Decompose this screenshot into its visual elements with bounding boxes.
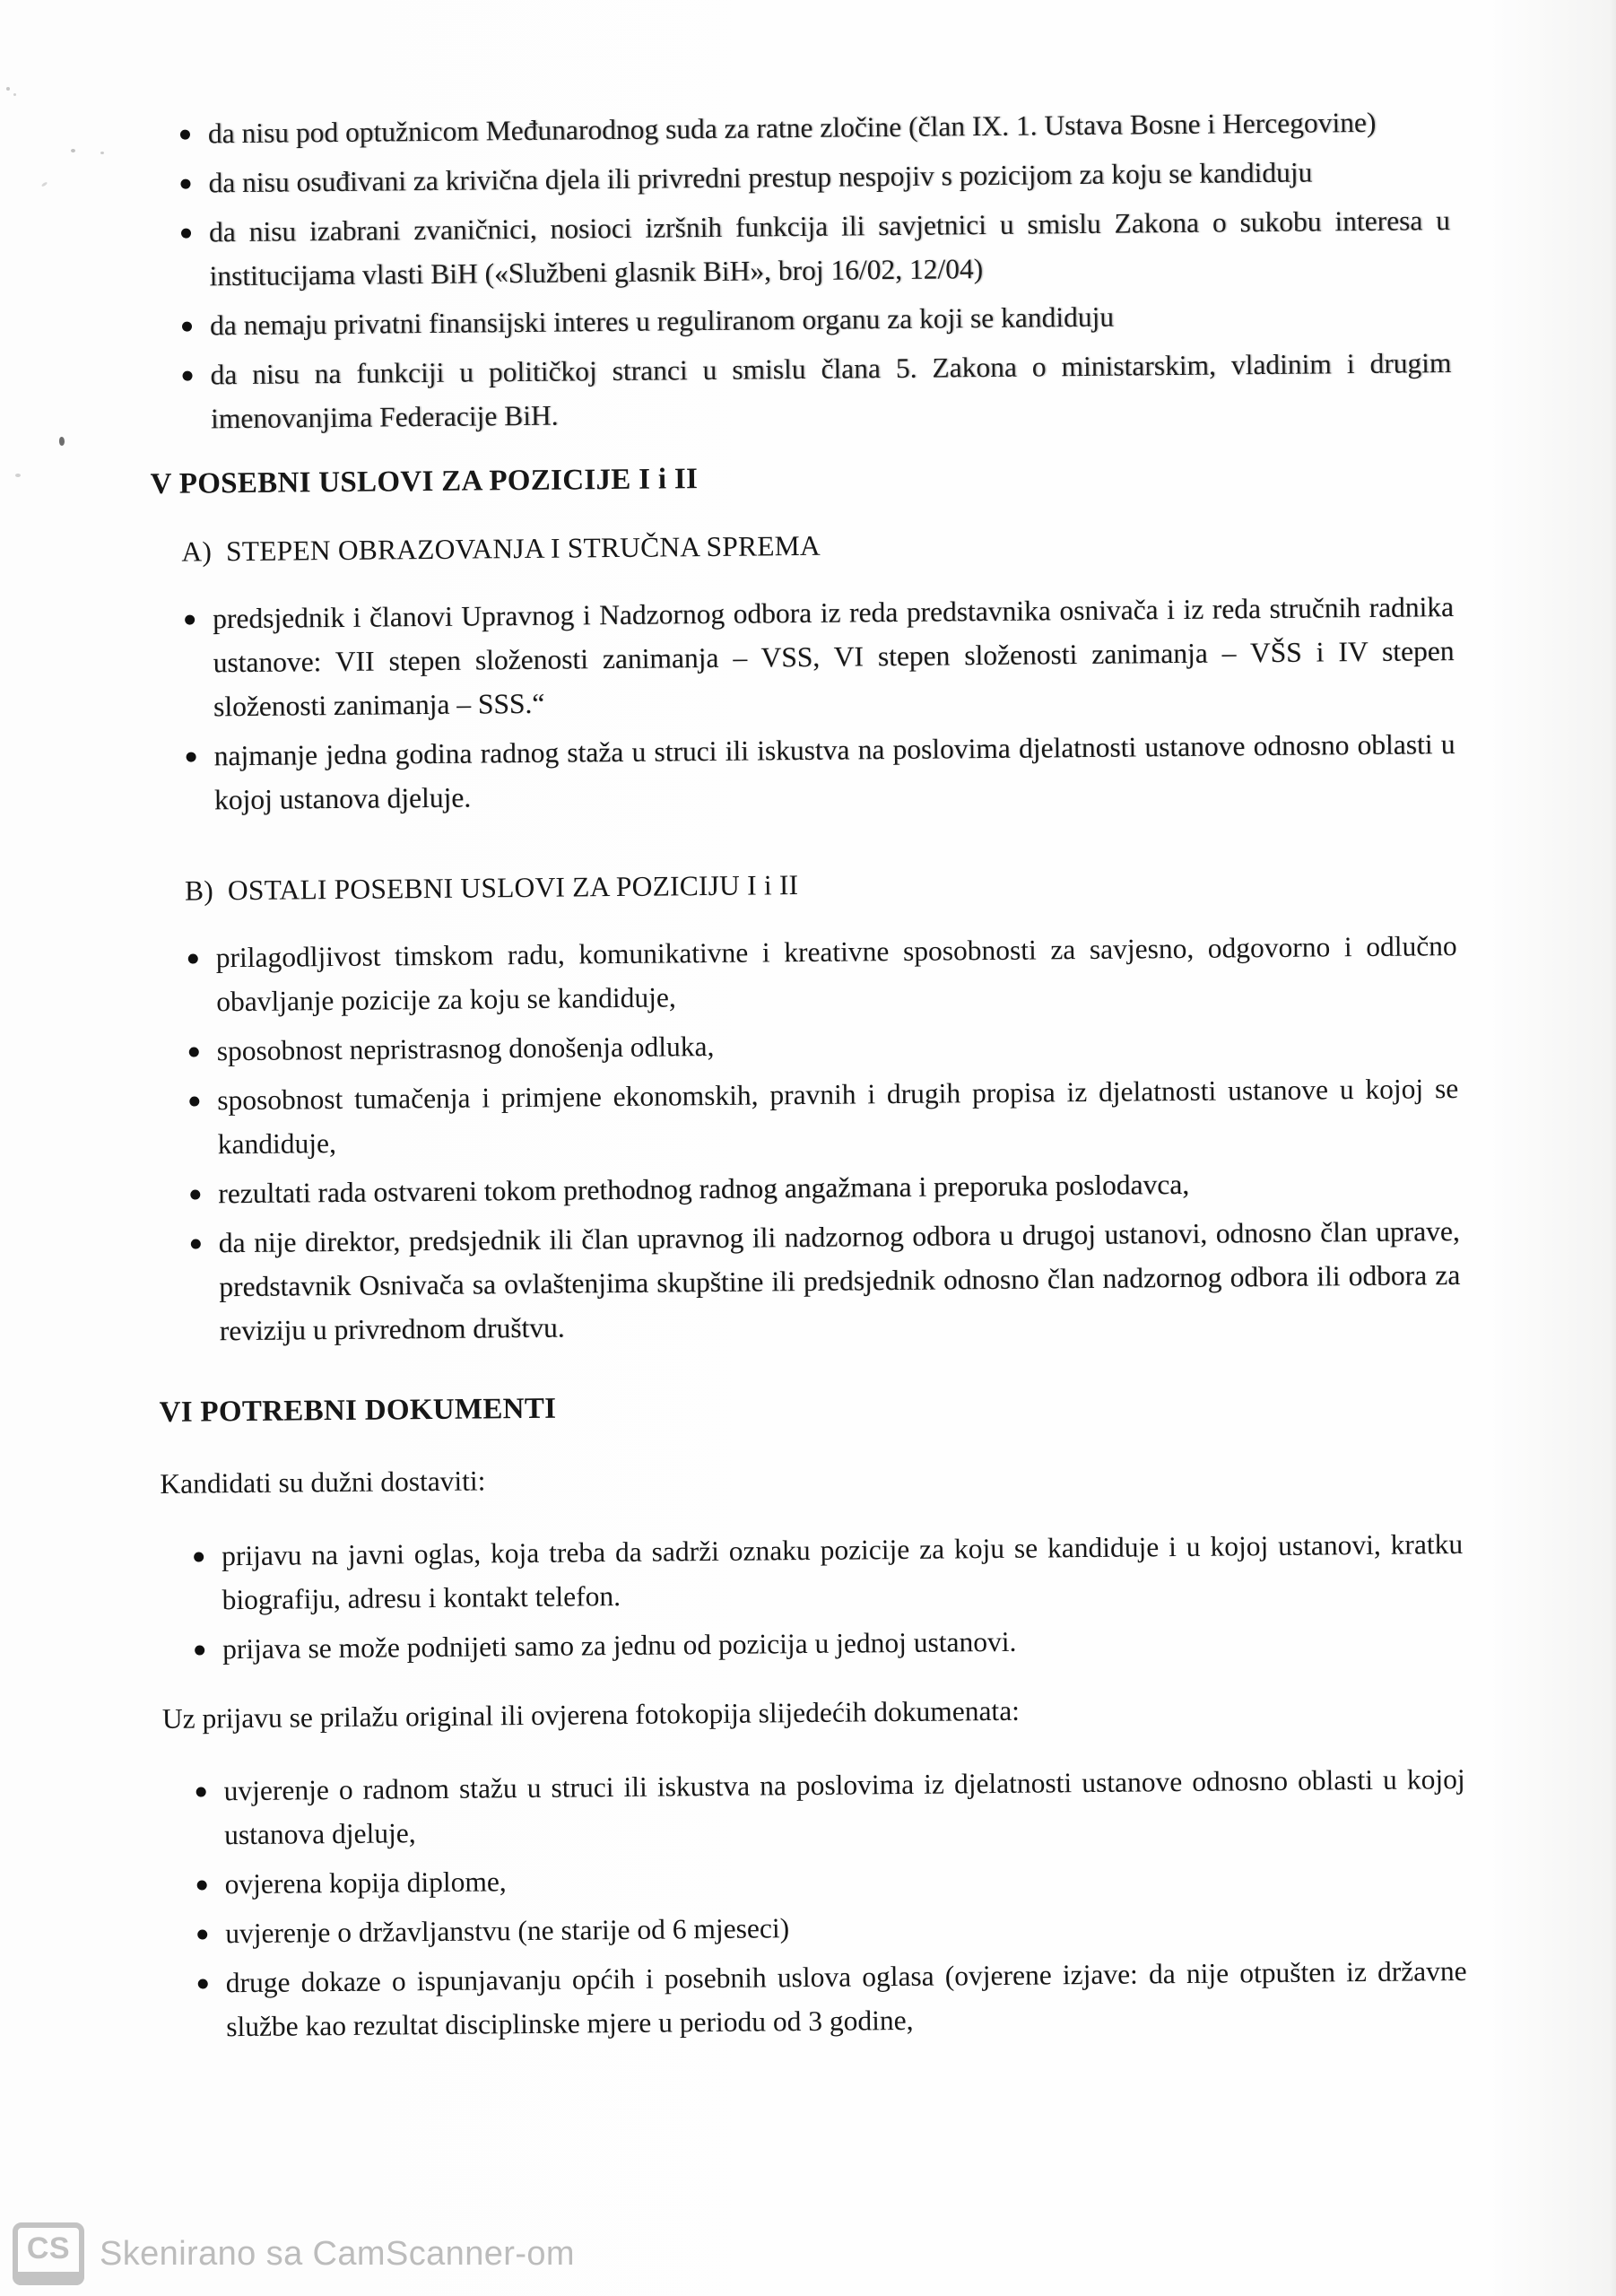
scan-speck [6,87,10,91]
section-vi-heading: VI POTREBNI DOKUMENTI [159,1392,557,1429]
list-item: predsjednik i članovi Upravnog i Nadzornog odbora iz reda predstavnika osnivača i iz reda stručnih radnika ustanove: VII stepen složenosti zanimanja – VSS, VI stepen složenosti zanimanja – VŠS i IV stepen složenosti zanimanja – SSS.“ [152,585,1455,729]
list-item: prilagodljivost timskom radu, komunikativne i kreativne sposobnosti za savjesno, odgovorno i odlučno obavljanje pozicije za koju se kandiduje, [155,924,1458,1024]
list-item: uvjerenje o državljanstvu (ne starije od 6 mjeseci) [164,1900,1466,1956]
list-item: da nisu izabrani zvaničnici, nosioci izršnih funkcija ili savjetnici u smislu Zakona o sukobu interesa u institucijama vlasti BiH («Službeni glasnik BiH», broj 16/02, 12/04) [148,198,1451,299]
subsection-a-label: A) [181,535,213,568]
document-body [147,100,1468,2055]
section-v-heading: V POSEBNI USLOVI ZA POZICIJE I i II [150,463,699,500]
list-item: druge dokaze o ispunjavanju općih i posebnih uslova oglasa (ovjerene izjave: da nije otpušten iz državne službe kao rezultat disciplinske mjere u periodu od 3 godine, [165,1949,1468,2049]
scan-speck [100,152,104,154]
list-item: sposobnost nepristrasnog donošenja odluka, [156,1017,1458,1074]
list-item: rezultati rada ostvareni tokom prethodnog radnog angažmana i preporuka poslodavca, [157,1160,1459,1216]
candidates-intro-paragraph: Kandidati su dužni dostaviti: [160,1465,486,1500]
general-conditions-list [147,100,1452,441]
attachments-list [162,1757,1467,2049]
list-item: da nemaju privatni finansijski interes u reguliranom organu za koji se kandiduju [149,291,1451,348]
list-item: sposobnost tumačenja i primjene ekonomskih, pravnih i drugih propisa iz djelatnosti ustanove u kojoj se kandiduje, [156,1066,1459,1167]
scan-speck [71,149,75,152]
subsection-b-heading [154,857,1456,913]
list-item: da nisu na funkciji u političkoj stranci u smislu člana 5. Zakona o ministarskim, vladinim i drugim imenovanjima Federacije BiH. [149,341,1452,441]
subsection-b-title: OSTALI POSEBNI USLOVI ZA POZICIJU I i II [227,869,799,907]
list-item: najmanje jedna godina radnog staža u struci ili iskustva na poslovima djelatnosti ustanove odnosno oblasti u kojoj ustanova djeluje. [152,722,1455,822]
camscanner-icon-label: CS [26,2231,71,2266]
scan-speck [59,437,65,446]
camscanner-icon [13,2222,84,2285]
subsection-b-list [155,924,1461,1353]
list-item: uvjerenje o radnom stažu u struci ili iskustva na poslovima iz djelatnosti ustanove odnosno oblasti u kojoj ustanova djeluje, [162,1757,1465,1857]
subsection-a-heading [151,517,1453,574]
scan-speck [41,181,48,187]
list-item: da nisu pod optužnicom Međunarodnog suda za ratne zločine (član IX. 1. Ustava Bosne i Hercegovine) [147,100,1449,156]
list-item: prijava se može podnijeti samo za jednu od pozicija u jednoj ustanovi. [161,1615,1464,1672]
subsection-a-title: STEPEN OBRAZOVANJA I STRUČNA SPREMA [225,529,821,568]
camscanner-watermark [13,2222,575,2285]
list-item: ovjerena kopija diplome, [163,1850,1465,1907]
subsection-b-label: B) [184,874,214,907]
list-item: da nije direktor, predsjednik ili član upravnog ili nadzornog odbora u drugoj ustanovi, odnosno član uprave, predstavnik Osnivača sa ovlaštenjima skupštine ili predsjednik odnosno član nadzornog odbora ili odbora za reviziju u privrednom društvu. [158,1209,1461,1353]
application-list [161,1522,1464,1672]
list-item: prijavu na javni oglas, koja treba da sadrži oznaku pozicije za koju se kandiduje i u kojoj ustanovi, kratku biografiju, adresu i kontakt telefon. [161,1522,1464,1622]
list-item: da nisu osuđivani za krivična djela ili privredni prestup nespojiv s pozicijom za koju se kandiduju [147,149,1449,205]
scan-speck [13,93,16,96]
watermark-text: Skenirano sa CamScanner-om [100,2234,575,2273]
scan-speck [15,474,21,477]
subsection-a-list [152,585,1455,822]
attachments-intro-paragraph: Uz prijavu se prilažu original ili ovjerena fotokopija slijedećih dokumenata: [161,1694,1021,1735]
